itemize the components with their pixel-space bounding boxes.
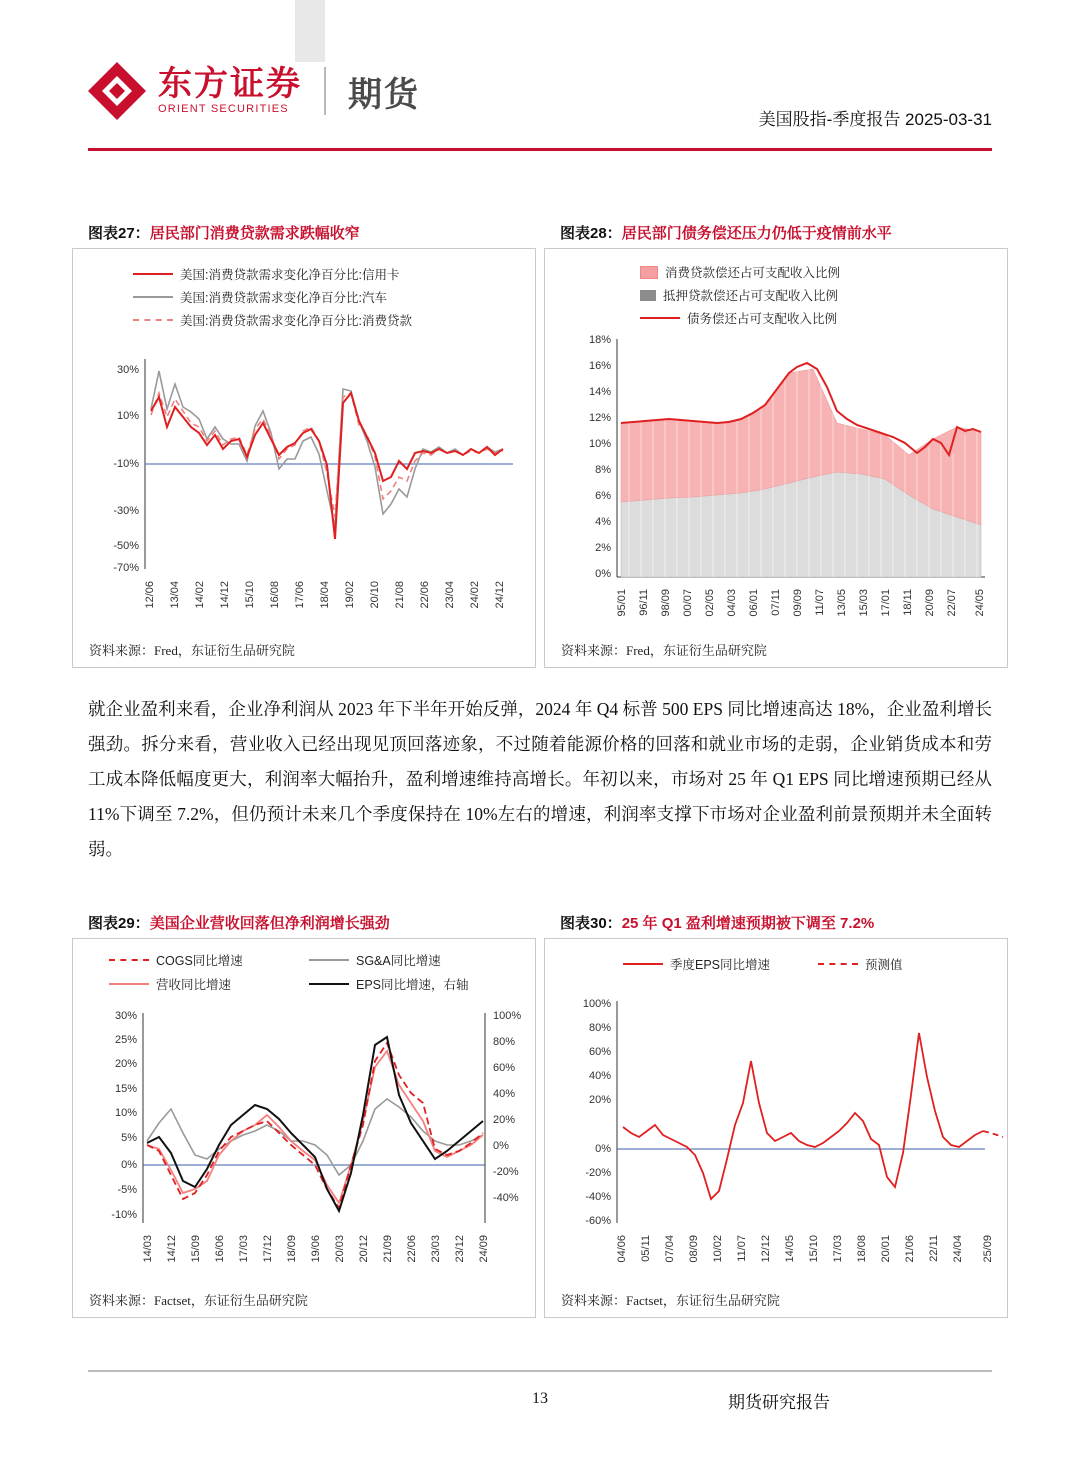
figure-29-title [88,912,390,933]
svg-text:-40%: -40% [585,1191,611,1203]
legend-line-icon [309,983,349,985]
svg-text:80%: 80% [588,1022,611,1034]
svg-text:21/09: 21/09 [382,1235,394,1263]
svg-text:0%: 0% [121,1159,137,1171]
svg-text:18/11: 18/11 [902,589,914,616]
figure-30-number: 图表30： [560,915,622,932]
svg-text:12%: 12% [588,412,611,424]
svg-text:17/06: 17/06 [294,581,306,609]
svg-text:21/06: 21/06 [904,1235,916,1263]
figure-27-number: 图表27： [88,225,150,242]
page-header [0,0,1080,150]
svg-text:20/10: 20/10 [369,581,381,609]
legend-label: 债务偿还占可支配收入比例 [687,312,838,326]
svg-text:30%: 30% [116,364,139,376]
legend-label: COGS同比增速 [156,954,243,968]
svg-text:-60%: -60% [585,1215,611,1227]
legend-swatch-icon [640,290,656,301]
svg-text:22/06: 22/06 [419,581,431,609]
svg-text:22/11: 22/11 [928,1235,940,1262]
svg-text:23/04: 23/04 [444,581,456,609]
figure-30-plot [545,991,1007,1291]
svg-text:6%: 6% [595,490,611,502]
svg-text:14/02: 14/02 [194,581,206,609]
svg-text:96/11: 96/11 [638,589,650,616]
svg-text:10%: 10% [588,438,611,450]
logo-divider [324,67,326,115]
svg-text:100%: 100% [582,998,611,1010]
svg-text:02/05: 02/05 [704,589,716,617]
svg-text:19/02: 19/02 [344,581,356,609]
svg-text:-20%: -20% [585,1167,611,1179]
svg-text:0%: 0% [595,568,611,580]
svg-text:14/05: 14/05 [784,1235,796,1263]
svg-text:22/06: 22/06 [406,1235,418,1263]
legend-label: SG&A同比增速 [356,954,441,968]
svg-text:20/01: 20/01 [880,1235,892,1263]
svg-text:80%: 80% [493,1036,516,1048]
legend-label: 抵押贷款偿还占可支配收入比例 [663,289,839,303]
svg-text:2%: 2% [595,542,611,554]
legend-label: 美国:消费贷款需求变化净百分比:消费贷款 [180,314,412,328]
svg-text:25/09: 25/09 [982,1235,994,1263]
legend-line-icon [309,959,349,961]
svg-text:-10%: -10% [113,458,139,470]
svg-text:5%: 5% [121,1132,137,1144]
svg-text:20/12: 20/12 [358,1235,370,1263]
brand-name-en: ORIENT SECURITIES [158,102,289,115]
svg-text:00/07: 00/07 [682,589,694,617]
svg-text:07/04: 07/04 [664,1235,676,1263]
svg-text:25%: 25% [114,1034,137,1046]
figure-29-source: 资料来源：Factset，东证衍生品研究院 [89,1293,308,1308]
svg-text:16%: 16% [588,360,611,372]
svg-text:24/04: 24/04 [952,1235,964,1263]
svg-text:04/06: 04/06 [616,1235,628,1263]
figure-29-box [72,938,536,1318]
svg-text:10/02: 10/02 [712,1235,724,1263]
brand-name-cn: 东方证券 [158,65,302,104]
legend-line-icon [133,296,173,298]
legend-item [640,309,840,327]
svg-text:60%: 60% [588,1046,611,1058]
svg-text:12/12: 12/12 [760,1235,772,1263]
legend-item [109,951,309,969]
legend-item [640,263,840,281]
svg-text:17/03: 17/03 [238,1235,250,1263]
svg-text:18/08: 18/08 [856,1235,868,1263]
svg-text:07/11: 07/11 [770,589,782,616]
figure-30-caption: 25 年 Q1 盈利增速预期被下调至 7.2% [621,915,875,932]
svg-text:30%: 30% [114,1010,137,1022]
figure-28-title [560,222,892,243]
svg-text:14/12: 14/12 [166,1235,178,1263]
header-rule [88,148,992,151]
svg-text:17/03: 17/03 [832,1235,844,1263]
svg-text:15/03: 15/03 [858,589,870,617]
svg-text:-5%: -5% [117,1184,137,1196]
footer-note: 期货研究报告 [728,1393,830,1412]
figure-29-caption: 美国企业营收回落但净利润增长强劲 [149,915,390,932]
figure-30-legend [623,955,903,973]
svg-text:-70%: -70% [113,562,139,574]
svg-text:20%: 20% [493,1114,516,1126]
legend-dashed-line-icon [133,319,173,321]
legend-item [133,265,412,283]
figure-27-title [88,222,360,243]
figure-28-source: 资料来源：Fred，东证衍生品研究院 [561,643,767,658]
svg-text:100%: 100% [493,1010,522,1022]
body-paragraph: 就企业盈利来看，企业净利润从 2023 年下半年开始反弹，2024 年 Q4 标普 500 EPS 同比增速高达 18%，企业盈利增长强劲。拆分来看，营业收入已经出现见顶回落迹象，不过随着能源价格的回落和就业市场的走弱，企业销货成本和劳工成本降低幅度更大，利润率大幅抬升，盈利增速维持高增长。年初以来，市场对 25 年 Q1 EPS 同比增速预期已经从 11%下调至 7.2%，但仍预计未来几个季度保持在 10%左右的增速，利润率支撑下市场对企业盈利前景预期并未全面转弱。 [88,699,992,859]
legend-item [309,951,509,969]
svg-text:0%: 0% [493,1140,509,1152]
figure-28-plot [545,327,1007,647]
svg-text:06/01: 06/01 [748,589,760,617]
legend-label: EPS同比增速，右轴 [356,978,469,992]
svg-text:-20%: -20% [493,1166,519,1178]
svg-text:15%: 15% [114,1083,137,1095]
footer-rule [88,1370,992,1372]
diamond-logo-icon [88,62,146,120]
legend-item [309,975,509,993]
brand-logo [88,62,420,120]
figure-27-legend [133,265,412,329]
header-decoration [295,0,325,62]
figure-30-box [544,938,1008,1318]
legend-dashed-line-icon [818,963,858,965]
legend-line-icon [640,317,680,319]
svg-text:24/09: 24/09 [478,1235,490,1263]
svg-text:98/09: 98/09 [660,589,672,617]
legend-swatch-icon [640,266,658,279]
svg-text:18/04: 18/04 [319,581,331,609]
figure-29-plot [73,1003,535,1293]
svg-text:15/09: 15/09 [190,1235,202,1263]
svg-text:20/03: 20/03 [334,1235,346,1263]
figure-29-number: 图表29： [88,915,150,932]
legend-item [818,955,903,973]
svg-text:14/12: 14/12 [219,581,231,609]
svg-text:24/05: 24/05 [974,589,986,617]
page-number: 13 [532,1390,548,1407]
legend-dashed-line-icon [109,959,149,961]
svg-text:15/10: 15/10 [244,581,256,609]
figure-28-number: 图表28： [560,225,622,242]
svg-text:-30%: -30% [113,505,139,517]
svg-text:19/06: 19/06 [310,1235,322,1263]
legend-label: 美国:消费贷款需求变化净百分比:信用卡 [180,268,400,282]
svg-text:18/09: 18/09 [286,1235,298,1263]
svg-text:22/07: 22/07 [946,589,958,617]
brand-suffix: 期货 [348,75,420,114]
svg-text:16/06: 16/06 [214,1235,226,1263]
svg-text:60%: 60% [493,1062,516,1074]
svg-text:20%: 20% [588,1094,611,1106]
svg-text:17/12: 17/12 [262,1235,274,1263]
svg-text:04/03: 04/03 [726,589,738,617]
svg-text:40%: 40% [493,1088,516,1100]
svg-text:8%: 8% [595,464,611,476]
svg-text:10%: 10% [116,410,139,422]
figure-27-plot [73,349,535,649]
figure-28-caption: 居民部门债务偿还压力仍低于疫情前水平 [621,225,892,242]
svg-text:14/03: 14/03 [142,1235,154,1263]
svg-text:05/11: 05/11 [640,1235,652,1262]
figure-29-legend [109,951,509,993]
legend-item [623,955,770,973]
figure-30-source: 资料来源：Factset，东证衍生品研究院 [561,1293,780,1308]
svg-text:0%: 0% [595,1143,611,1155]
figure-28-legend [640,263,840,327]
svg-text:20%: 20% [114,1058,137,1070]
legend-label: 预测值 [865,958,903,972]
figure-28-box [544,248,1008,668]
svg-text:15/10: 15/10 [808,1235,820,1263]
legend-label: 消费贷款偿还占可支配收入比例 [665,266,841,280]
svg-text:24/02: 24/02 [469,581,481,609]
legend-line-icon [133,273,173,275]
svg-text:95/01: 95/01 [616,589,628,617]
svg-text:4%: 4% [595,516,611,528]
svg-text:-50%: -50% [113,540,139,552]
svg-text:23/03: 23/03 [430,1235,442,1263]
legend-label: 营收同比增速 [156,978,232,992]
figure-27-source: 资料来源：Fred，东证衍生品研究院 [89,643,295,658]
legend-label: 季度EPS同比增速 [670,958,771,972]
legend-item [640,286,840,304]
figure-27-caption: 居民部门消费贷款需求跌幅收窄 [149,225,360,242]
legend-label: 美国:消费贷款需求变化净百分比:汽车 [180,291,387,305]
svg-text:14%: 14% [588,386,611,398]
svg-text:20/09: 20/09 [924,589,936,617]
legend-item [133,311,412,329]
svg-text:10%: 10% [114,1107,137,1119]
svg-text:11/07: 11/07 [736,1235,748,1262]
svg-text:24/12: 24/12 [494,581,506,609]
document-reference: 美国股指-季度报告 2025-03-31 [758,110,992,129]
legend-line-icon [623,963,663,965]
legend-item [133,288,412,306]
svg-text:-40%: -40% [493,1192,519,1204]
svg-text:23/12: 23/12 [454,1235,466,1263]
svg-text:09/09: 09/09 [792,589,804,617]
svg-text:-10%: -10% [111,1209,137,1221]
svg-text:18%: 18% [588,334,611,346]
legend-line-icon [109,983,149,985]
svg-text:40%: 40% [588,1070,611,1082]
svg-text:08/09: 08/09 [688,1235,700,1263]
legend-item [109,975,309,993]
figure-30-title [560,912,874,933]
svg-text:17/01: 17/01 [880,589,892,617]
svg-text:13/04: 13/04 [169,581,181,609]
svg-text:21/08: 21/08 [394,581,406,609]
figure-27-box [72,248,536,668]
svg-text:11/07: 11/07 [814,589,826,616]
svg-text:12/06: 12/06 [144,581,156,609]
svg-text:16/08: 16/08 [269,581,281,609]
svg-text:13/05: 13/05 [836,589,848,617]
